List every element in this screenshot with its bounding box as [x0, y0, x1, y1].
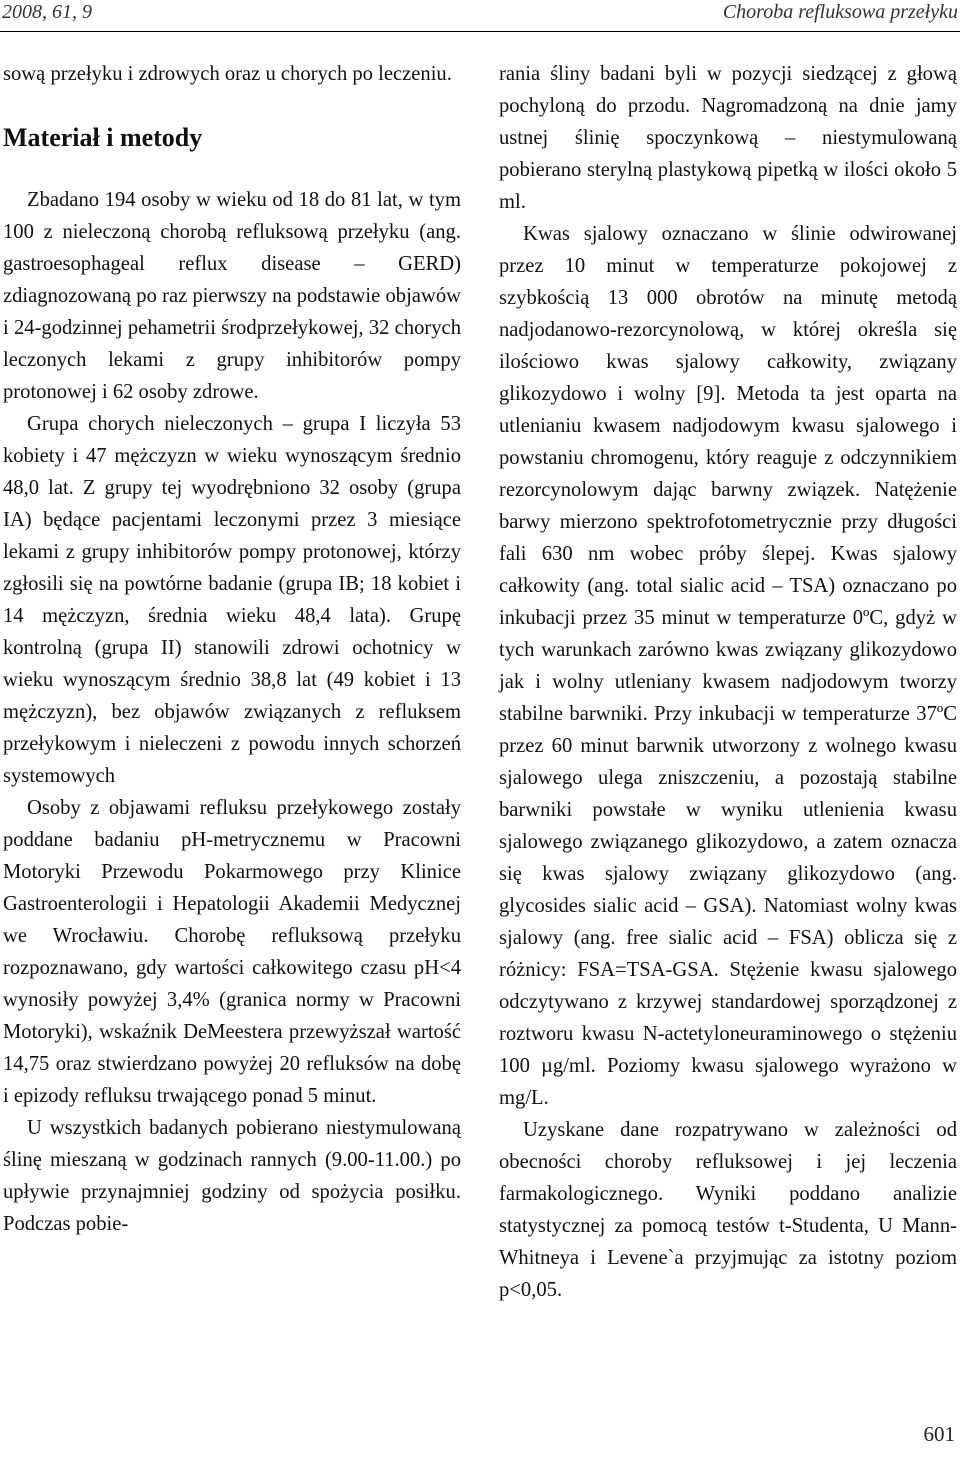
methods-paragraph-3: Osoby z objawami refluksu przełykowego zostały poddane badaniu pH-metrycznemu w Pracowni Motoryki Przewodu Pokarmowego przy Klinice Gastroenterologii i Hepatologii Akademii Medycznej we Wrocławiu. Chorobę refluksową przełyku rozpoznawano, gdy wartości całkowitego czasu pH<4 wynosiły powyżej 3,4% (granica normy w Pracowni Motoryki), wskaźnik DeMeestera przewyższał wartość 14,75 oraz stwierdzano powyżej 20 refluksów na dobę i epizody refluksu trwającego ponad 5 minut. [3, 797, 461, 1107]
section-heading: Materiał i metody [3, 123, 203, 152]
running-title: Choroba refluksowa przełyku [722, 1, 958, 23]
running-head [0, 0, 960, 30]
methods-paragraph-1: Zbadano 194 osoby w wieku od 18 do 81 lat, w tym 100 z nieleczoną chorobą refluksową przełyku (ang. gastroesophageal reflux disease – GERD) zdiagnozowaną po raz pierwszy na podstawie objawów i 24-godzinnej pehametrii środprzełykowej, 32 chorych leczonych lekami z grupy inhibitorów pompy protonowej i 62 osoby zdrowe. [3, 189, 461, 403]
methods-paragraph-4: U wszystkich badanych pobierano niestymulowaną ślinę mieszaną w godzinach rannych (9.00-11.00.) po upływie przynajmniej godziny od spożycia posiłku. Podczas pobie- [3, 1117, 461, 1235]
left-column [3, 58, 461, 1240]
statistics-paragraph: Uzyskane dane rozpatrywano w zależności od obecności choroby refluksowej i jej leczenia farmakologicznego. Wyniki poddano analizie statystycznej za pomocą testów t-Studenta, U Mann-Whitneya i Levene`a przyjmując za istotny poziom p<0,05. [499, 1119, 957, 1301]
right-column [499, 58, 957, 1306]
sialic-acid-method-paragraph: Kwas sjalowy oznaczano w ślinie odwirowanej przez 10 minut w temperaturze pokojowej z szybkością 13 000 obrotów na minutę metodą nadjodanowo-rezorcynolową, w której określa się ilościowo kwas sjalowy całkowity, związany glikozydowo i wolny [9]. Metoda ta jest oparta na utlenianiu kwasem nadjodowym kwasu sjalowego i powstaniu chromogenu, który reaguje z odczynnikiem rezorcynolowym dając barwny związek. Natężenie barwy mierzono spektrofotometrycznie przy długości fali 630 nm wobec próby ślepej. Kwas sjalowy całkowity (ang. total sialic acid – TSA) oznaczano po inkubacji przez 35 minut w temperaturze 0ºC, gdyż w tych warunkach zarówno kwas związany glikozydowo jak i wolny utleniany kwasem nadjodowym tworzy stabilne barwniki. Przy inkubacji w temperaturze 37ºC przez 60 minut barwnik utworzony z wolnego kwasu sjalowego ulega zniszczeniu, a pozostają stabilne barwniki powstałe w wyniku utlenienia kwasu sjalowego związanego glikozydowo, a zatem oznacza się kwas sjalowy związany glikozydowo (ang. glycosides sialic acid – GSA). Natomiast wolny kwas sjalowy (ang. free sialic acid – FSA) oblicza się z różnicy: FSA=TSA-GSA. Stężenie kwasu sjalowego odczytywano z krzywej standardowej sporządzonej z roztworu kwasu N-actetyloneuraminowego o stężeniu 100 µg/ml. Poziomy kwasu sjalowego wyrażono w mg/L. [499, 223, 957, 1109]
methods-paragraph-2: Grupa chorych nieleczonych – grupa I liczyła 53 kobiety i 47 mężczyzn w wieku wynoszącym średnio 48,0 lat. Z grupy tej wyodrębniono 32 osoby (grupa IA) będące pacjentami leczonymi przez 3 miesiące lekami z grupy inhibitorów pompy protonowej, którzy zgłosili się na powtórne badanie (grupa IB; 18 kobiet i 14 mężczyzn, średnia wieku 48,4 lata). Grupę kontrolną (grupa II) stanowili zdrowi ochotnicy w wieku wynoszącym średnio 38,8 lat (49 kobiet i 13 mężczyzn), bez objawów związanych z refluksem przełykowym i nieleczeni z powodu innych schorzeń systemowych [3, 413, 461, 787]
intro-paragraph-continuation: sową przełyku i zdrowych oraz u chorych po leczeniu. [3, 63, 452, 85]
page-number: 601 [923, 1422, 955, 1446]
journal-reference: 2008, 61, 9 [2, 1, 92, 23]
header-rule [0, 31, 960, 32]
paragraph-continuation: rania śliny badani byli w pozycji siedzącej z głową pochyloną do przodu. Nagromadzoną na dnie jamy ustnej ślinię spoczynkową – niestymulowaną pobierano sterylną plastykową pipetką w ilości około 5 ml. [499, 63, 957, 213]
